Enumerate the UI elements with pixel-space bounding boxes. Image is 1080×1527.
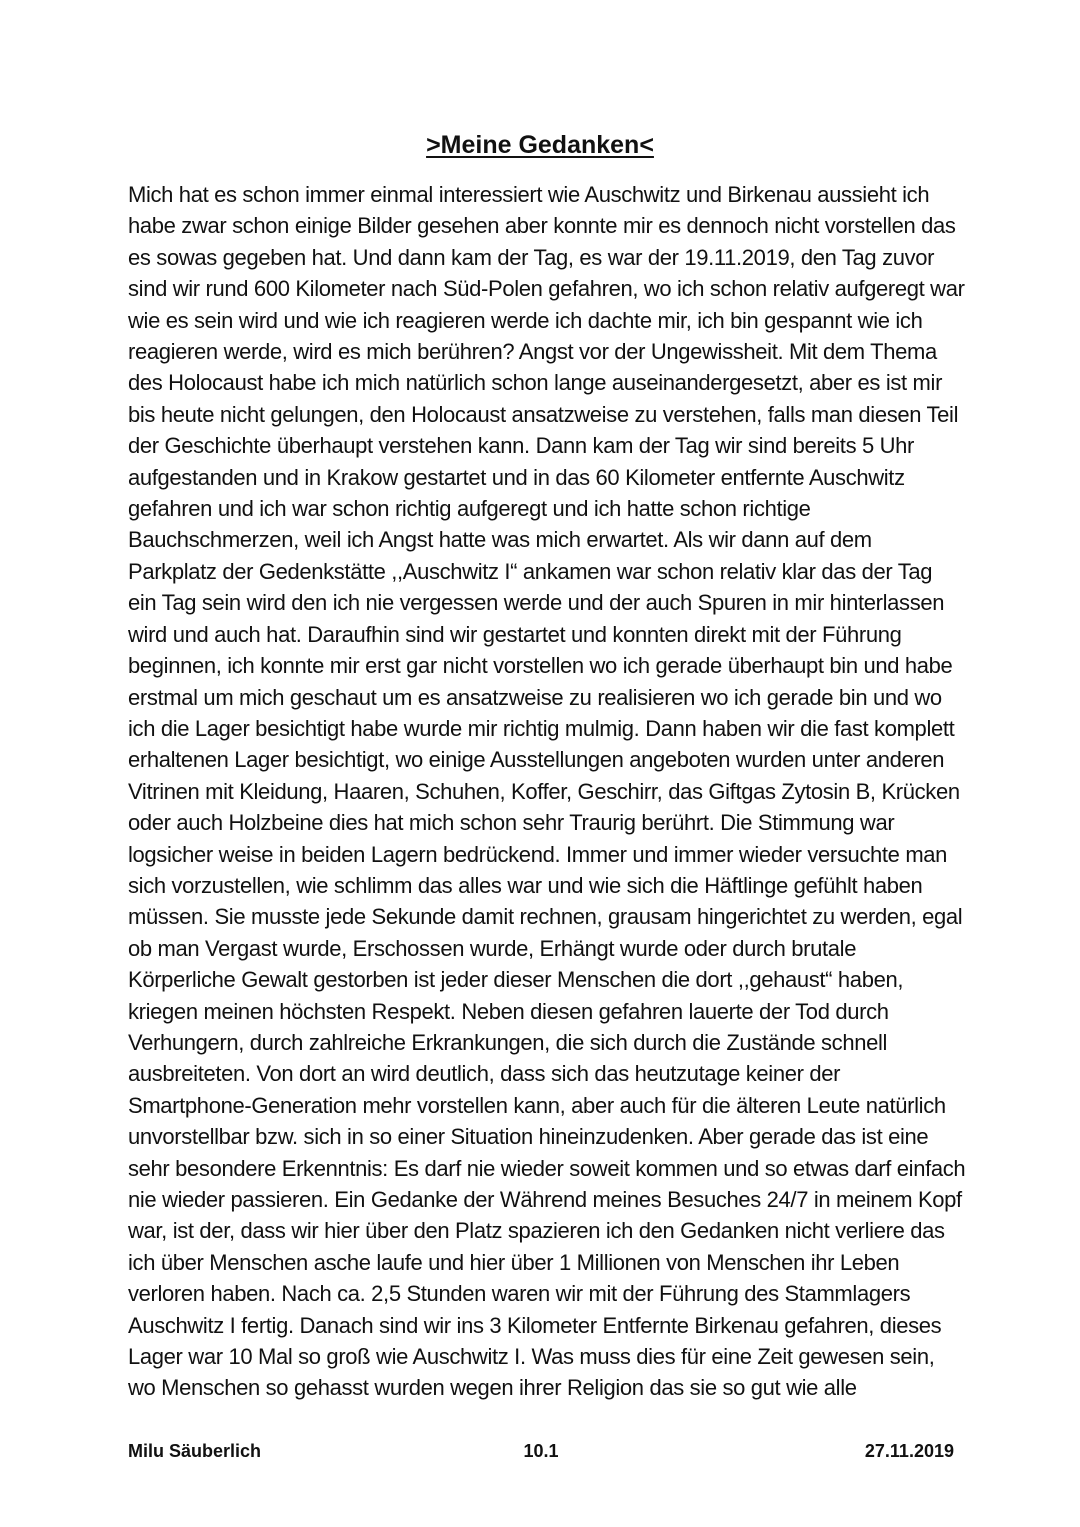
text-line: des Holocaust habe ich mich natürlich schon lange auseinandergesetzt, aber es ist mir bbox=[128, 370, 943, 396]
text-line: beginnen, ich konnte mir erst gar nicht vorstellen wo ich gerade überhaupt bin und habe bbox=[128, 653, 953, 679]
text-line: ich die Lager besichtigt habe wurde mir richtig mulmig. Dann haben wir die fast komplett bbox=[128, 715, 955, 741]
text-line: es sowas gegeben hat. Und dann kam der Tag, es war der 19.11.2019, den Tag zuvor bbox=[128, 244, 935, 270]
text-line: ausbreiteten. Von dort an wird deutlich, dass sich das heutzutage keiner der bbox=[128, 1061, 841, 1087]
text-line: Körperliche Gewalt gestorben ist jeder dieser Menschen die dort ,,gehaust“ haben, bbox=[128, 967, 904, 993]
text-line: oder auch Holzbeine dies hat mich schon sehr Traurig berührt. Die Stimmung war bbox=[128, 810, 895, 836]
text-line: gefahren und ich war schon richtig aufgeregt und ich hatte schon richtige bbox=[128, 496, 811, 522]
text-line: nie wieder passieren. Ein Gedanke der Während meines Besuches 24/7 in meinem Kopf bbox=[128, 1187, 962, 1212]
page-footer bbox=[128, 1437, 954, 1465]
text-line: wo Menschen so gehasst wurden wegen ihrer Religion das sie so gut wie alle bbox=[128, 1375, 857, 1401]
footer-author: Milu Säuberlich bbox=[128, 1441, 262, 1461]
text-line: sehr besondere Erkenntnis: Es darf nie wieder soweit kommen und so etwas darf einfach bbox=[128, 1155, 966, 1181]
text-line: verloren haben. Nach ca. 2,5 Stunden waren wir mit der Führung des Stammlagers bbox=[128, 1281, 911, 1307]
footer-date: 27.11.2019 bbox=[864, 1441, 954, 1461]
text-line: erstmal um mich geschaut um es ansatzweise zu realisieren wo ich gerade bin und wo bbox=[128, 684, 942, 710]
page-title-text: >Meine Gedanken< bbox=[426, 131, 654, 159]
text-line: Vitrinen mit Kleidung, Haaren, Schuhen, Koffer, Geschirr, das Giftgas Zytosin B, Krücken bbox=[128, 778, 960, 804]
text-line: wird und auch hat. Daraufhin sind wir gestartet und konnten direkt mit der Führung bbox=[128, 621, 902, 647]
text-line: der Geschichte überhaupt verstehen kann. Dann kam der Tag wir sind bereits 5 Uhr bbox=[128, 433, 915, 459]
text-line: Lager war 10 Mal so groß wie Auschwitz I. Was muss dies für eine Zeit gewesen sein, bbox=[128, 1344, 935, 1370]
text-line: erhaltenen Lager besichtigt, wo einige Ausstellungen angeboten wurden unter anderen bbox=[128, 747, 945, 773]
text-line: ich über Menschen asche laufe und hier über 1 Millionen von Menschen ihr Leben bbox=[128, 1249, 900, 1275]
text-line: wie es sein wird und wie ich reagieren werde ich dachte mir, ich bin gespannt wie ich bbox=[128, 307, 923, 333]
text-line: Bauchschmerzen, weil ich Angst hatte was mich erwartet. Als wir dann auf dem bbox=[128, 527, 872, 553]
text-line: reagieren werde, wird es mich berühren? Angst vor der Ungewissheit. Mit dem Thema bbox=[128, 339, 937, 365]
text-line: sind wir rund 600 Kilometer nach Süd-Polen gefahren, wo ich schon relativ aufgeregt war bbox=[128, 276, 965, 302]
text-line: war, ist der, dass wir hier über den Platz spazieren ich den Gedanken nicht verliere das bbox=[128, 1218, 945, 1244]
text-line: Parkplatz der Gedenkstätte ,,Auschwitz I“ ankamen war schon relativ klar das der Tag bbox=[128, 558, 933, 584]
page-title bbox=[0, 128, 1080, 162]
text-line: kriegen meinen höchsten Respekt. Neben diesen gefahren lauerte der Tod durch bbox=[128, 998, 889, 1024]
text-line: müssen. Sie musste jede Sekunde damit rechnen, grausam hingerichtet zu werden, egal bbox=[128, 904, 963, 930]
text-line: Auschwitz I fertig. Danach sind wir ins 3 Kilometer Entfernte Birkenau gefahren, dieses bbox=[128, 1312, 942, 1338]
essay-body bbox=[128, 179, 978, 1404]
text-line: sich vorzustellen, wie schlimm das alles war und wie sich die Häftlinge gefühlt haben bbox=[128, 872, 923, 898]
text-line: bis heute nicht gelungen, den Holocaust ansatzweise zu verstehen, falls man diesen Teil bbox=[128, 401, 959, 427]
text-line: logsicher weise in beiden Lagern bedrückend. Immer und immer wieder versuchte man bbox=[128, 841, 948, 867]
text-line: ein Tag sein wird den ich nie vergessen werde und der auch Spuren in mir hinterlassen bbox=[128, 590, 945, 616]
text-line: habe zwar schon einige Bilder gesehen aber konnte mir es dennoch nicht vorstellen das bbox=[128, 213, 956, 239]
text-line: unvorstellbar bzw. sich in so einer Situation hineinzudenken. Aber gerade das ist eine bbox=[128, 1124, 929, 1150]
text-line: Verhungern, durch zahlreiche Erkrankungen, die sich durch die Zustände schnell bbox=[128, 1029, 888, 1055]
footer-class: 10.1 bbox=[523, 1441, 559, 1461]
text-line: aufgestanden und in Krakow gestartet und in das 60 Kilometer entfernte Auschwitz bbox=[128, 464, 905, 490]
text-line: ob man Vergast wurde, Erschossen wurde, Erhängt wurde oder durch brutale bbox=[128, 935, 857, 961]
text-line: Smartphone-Generation mehr vorstellen kann, aber auch für die älteren Leute natürlich bbox=[128, 1092, 946, 1118]
text-line: Mich hat es schon immer einmal interessiert wie Auschwitz und Birkenau aussieht ich bbox=[128, 182, 930, 207]
